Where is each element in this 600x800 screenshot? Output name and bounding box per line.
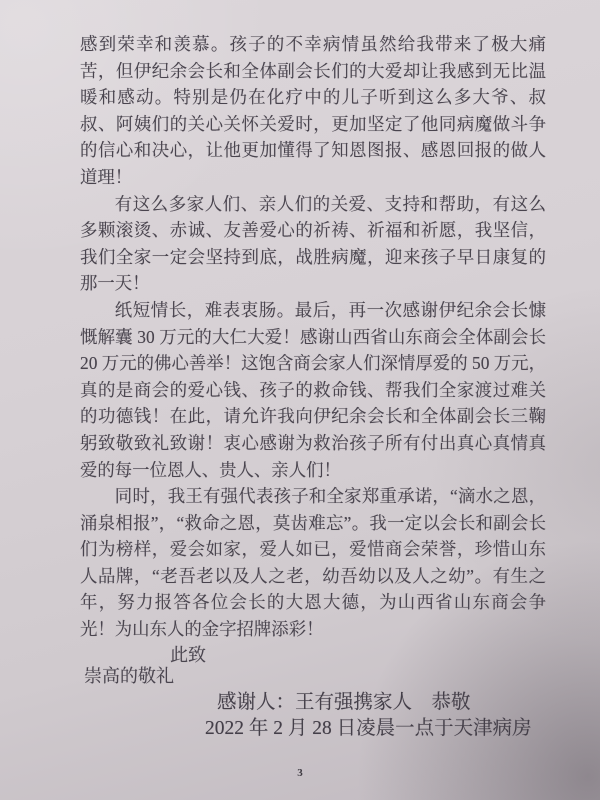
closing-regards: 此致	[170, 645, 206, 665]
page-number: 3	[297, 767, 303, 779]
paragraph-3: 纸短情长，难表衷肠。最后，再一次感谢伊纪余会长慷慨解囊 30 万元的大仁大爱！感谢山西省山东商会全体副会长 20 万元的佛心善举！这饱含商会家人们深情厚爱的 50 万元，真的是商会的爱心钱、孩子的救命钱、帮我们全家渡过难关的功德钱！在此，请允许我向伊纪余会长和全体副会长三鞠躬致敬致礼致谢！衷心感谢为救治孩子所有付出真心真情真爱的每一位恩人、贵人、亲人们！	[80, 299, 546, 480]
date-line: 2022 年 2 月 28 日凌晨一点于天津病房	[205, 718, 532, 739]
closing-salute: 崇高的敬礼	[84, 666, 174, 686]
letter-body	[80, 31, 546, 643]
signature-line: 感谢人：王有强携家人 恭敬	[217, 692, 471, 713]
paragraph-4: 同时，我王有强代表孩子和全家郑重承诺，“滴水之恩，涌泉相报”，“救命之恩，莫齿难忘”。我一定以会长和副会长们为榜样，爱会如家，爱人如已，爱惜商会荣誉，珍惜山东人品牌，“老吾老以及人之老，幼吾幼以及人之幼”。有生之年，努力报答各位会长的大恩大德，为山西省山东商会争光！为山东人的金字招牌添彩！	[80, 486, 546, 640]
paragraph-2: 有这么多家人们、亲人们的关爱、支持和帮助，有这么多颗滚烫、赤诚、友善爱心的祈祷、祈福和祈愿，我坚信，我们全家一定会坚持到底，战胜病魔，迎来孩子早日康复的那一天！	[80, 193, 546, 294]
paragraph-1: 感到荣幸和羡慕。孩子的不幸病情虽然给我带来了极大痛苦，但伊纪余会长和全体副会长们的大爱却让我感到无比温暖和感动。特别是仍在化疗中的儿子听到这么多大爷、叔叔、阿姨们的关心关怀关爱时，更加坚定了他同病魔做斗争的信心和决心，让他更加懂得了知恩图报、感恩回报的做人道理！	[80, 34, 546, 187]
